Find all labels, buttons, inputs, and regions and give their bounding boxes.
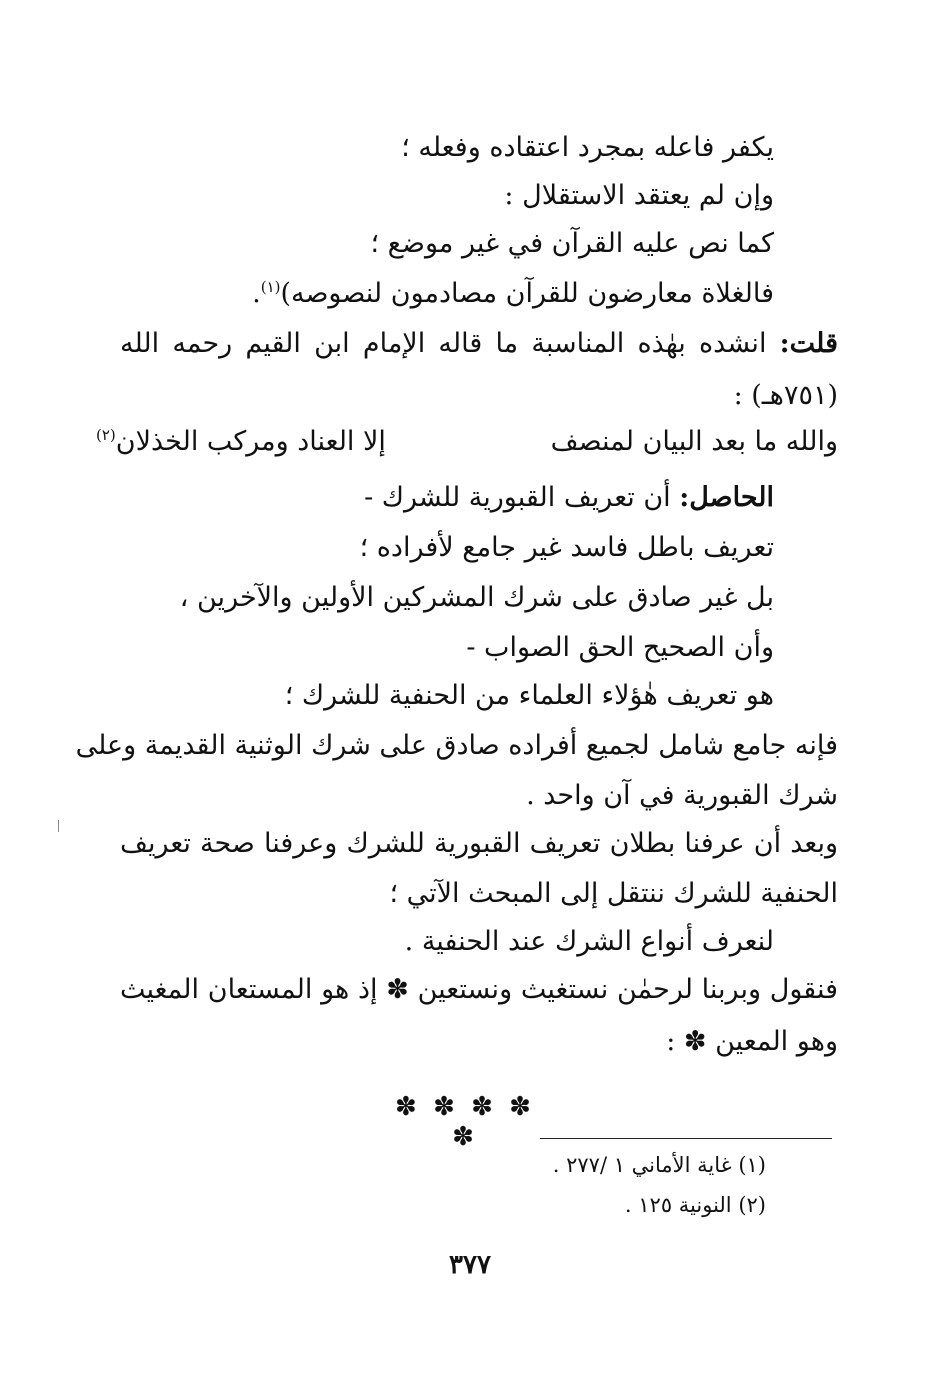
text-line-19: وهو المعين ✽ : [666,1026,838,1057]
text-line-5 [120,324,838,364]
text-line-2: وإن لم يعتقد الاستقلال : [504,180,774,211]
text-line-9: تعريف باطل فاسد غير جامع لأفراده ؛ [359,532,774,563]
footnote-rule [540,1138,832,1139]
text-line-8 [364,478,774,518]
margin-mark [58,820,59,832]
text-line-16: الحنفية للشرك ننتقل إلى المبحث الآتي ؛ [389,878,838,909]
text-line-17: لنعرف أنواع الشرك عند الحنفية . [404,926,774,957]
text-line-8-body: أن تعريف القبورية للشرك - [364,482,671,513]
qultu-label: قلت: [779,328,838,359]
text-line-13: فإنه جامع شامل لجميع أفراده صادق على شرك الوثنية القديمة وعلى [75,730,838,761]
hasil-label: الحاصل: [679,482,774,513]
text-line-4: فالغلاة معارضون للقرآن مصادمون لنصوصه)$^{(١)}$. [252,278,774,309]
text-line-5-body: انشده بهٰذه المناسبة ما قاله الإمام ابن القيم رحمه الله [120,328,767,359]
text-line-6: (٧٥١هـ) : [733,380,838,411]
text-line-14: شرك القبورية في آن واحد . [526,780,838,811]
text-line-15: وبعد أن عرفنا بطلان تعريف القبورية للشرك وعرفنا صحة تعريف [120,828,838,859]
verse-first-hemistich: والله ما بعد البيان لمنصف [550,426,838,457]
text-line-12: هو تعريف هٰؤلاء العلماء من الحنفية للشرك ؛ [284,680,774,711]
poem-verse [96,422,838,462]
verse-second-hemistich-wrap [96,422,386,462]
footnote-2: (٢) النونية ١٢٥ . [624,1193,766,1217]
section-separator: ✽ ✽ ✽ ✽ ✽ [395,1092,535,1152]
text-line-1: يكفر فاعله بمجرد اعتقاده وفعله ؛ [401,132,774,163]
text-line-10: بل غير صادق على شرك المشركين الأولين والآخرين ، [179,582,774,613]
footnote-1: (١) غاية الأماني ١ /٢٧٧ . [552,1153,766,1177]
text-line-18: فنقول وبربنا لرحمٰن نستغيث ونستعين ✽ إذ هو المستعان المغيث [120,974,838,1005]
text-line-3: كما نص عليه القرآن في غير موضع ؛ [370,228,774,259]
verse-second-hemistich: إلا العناد ومركب الخذلان [115,426,386,457]
text-line-4-body: فالغلاة معارضون للقرآن مصادمون لنصوصه) [280,278,774,309]
text-line-11: وأن الصحيح الحق الصواب - [466,632,774,663]
footnote-ref-1: (١) [260,278,281,296]
footnote-ref-2: (٢) [96,426,116,444]
page-number: ٣٧٧ [449,1250,491,1280]
